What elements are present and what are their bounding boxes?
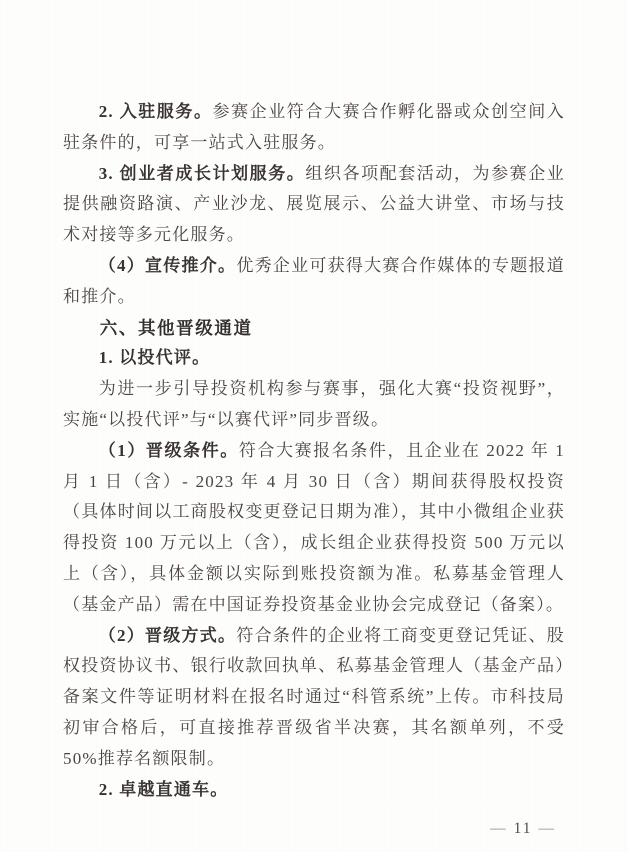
subheading-excellence-express: 2. 卓越直通车。 <box>98 779 229 799</box>
paragraph-lead-method: （2）晋级方式。 <box>98 625 237 645</box>
page-number-value: 11 <box>513 820 533 837</box>
paragraph-growth-plan-service <box>63 159 565 251</box>
paragraph-promotion-method <box>63 621 565 775</box>
page-number <box>490 820 556 838</box>
paragraph-text-growth-plan: 组织各项配套活动，为参赛企业提供融资路演、产业沙龙、展览展示、公益大讲堂、市场与技术对接等多元化服务。 <box>63 163 565 245</box>
paragraph-text-invest-intro: 为进一步引导投资机构参与赛事，强化大赛“投资视野”，实施“以投代评”与“以赛代评”同步晋级。 <box>63 379 565 429</box>
document-body <box>63 97 565 805</box>
paragraph-text-promotion: 优秀企业可获得大赛合作媒体的专题报道和推介。 <box>63 255 565 306</box>
paragraph-text-method: 符合条件的企业将工商变更登记凭证、股权投资协议书、银行收款回执单、私募基金管理人（基金产品）备案文件等证明材料在报名时通过“科管系统”上传。市科技局初审合格后，可直接推荐晋级省半决赛，其名额单列，不受 50%推荐名额限制。 <box>63 625 565 768</box>
subheading-invest-as-review: 1. 以投代评。 <box>98 348 211 368</box>
paragraph-residency-service <box>63 97 565 159</box>
paragraph-promotion <box>63 251 565 313</box>
paragraph-text-condition: 符合大赛报名条件，且企业在 2022 年 1 月 1 日（含）- 2023 年 4 月 30 日（含）期间获得股权投资（具体时间以工商股权变更登记日期为准），其中小微组企业获得投资 100 万元以上（含），成长组企业获得投资 500 万元以上（含），具体金额以实际到账投资额为准。私募基金管理人（基金产品）需在中国证券投资基金业协会完成登记（备案）。 <box>63 440 565 614</box>
paragraph-promotion-condition <box>63 436 565 621</box>
page-number-dash-right: — <box>538 820 556 837</box>
paragraph-lead-promotion: （4）宣传推介。 <box>98 255 237 275</box>
paragraph-invest-intro <box>63 374 565 436</box>
page-number-dash-left: — <box>490 820 508 837</box>
paragraph-lead-growth-plan: 3. 创业者成长计划服务。 <box>98 163 306 183</box>
section-heading-other-channels: 六、其他晋级通道 <box>99 317 253 338</box>
paragraph-text-residency: 参赛企业符合大赛合作孵化器或众创空间入驻条件的，可享一站式入驻服务。 <box>63 102 565 152</box>
paragraph-lead-residency: 2. 入驻服务。 <box>98 102 213 121</box>
paragraph-lead-condition: （1）晋级条件。 <box>98 440 239 460</box>
